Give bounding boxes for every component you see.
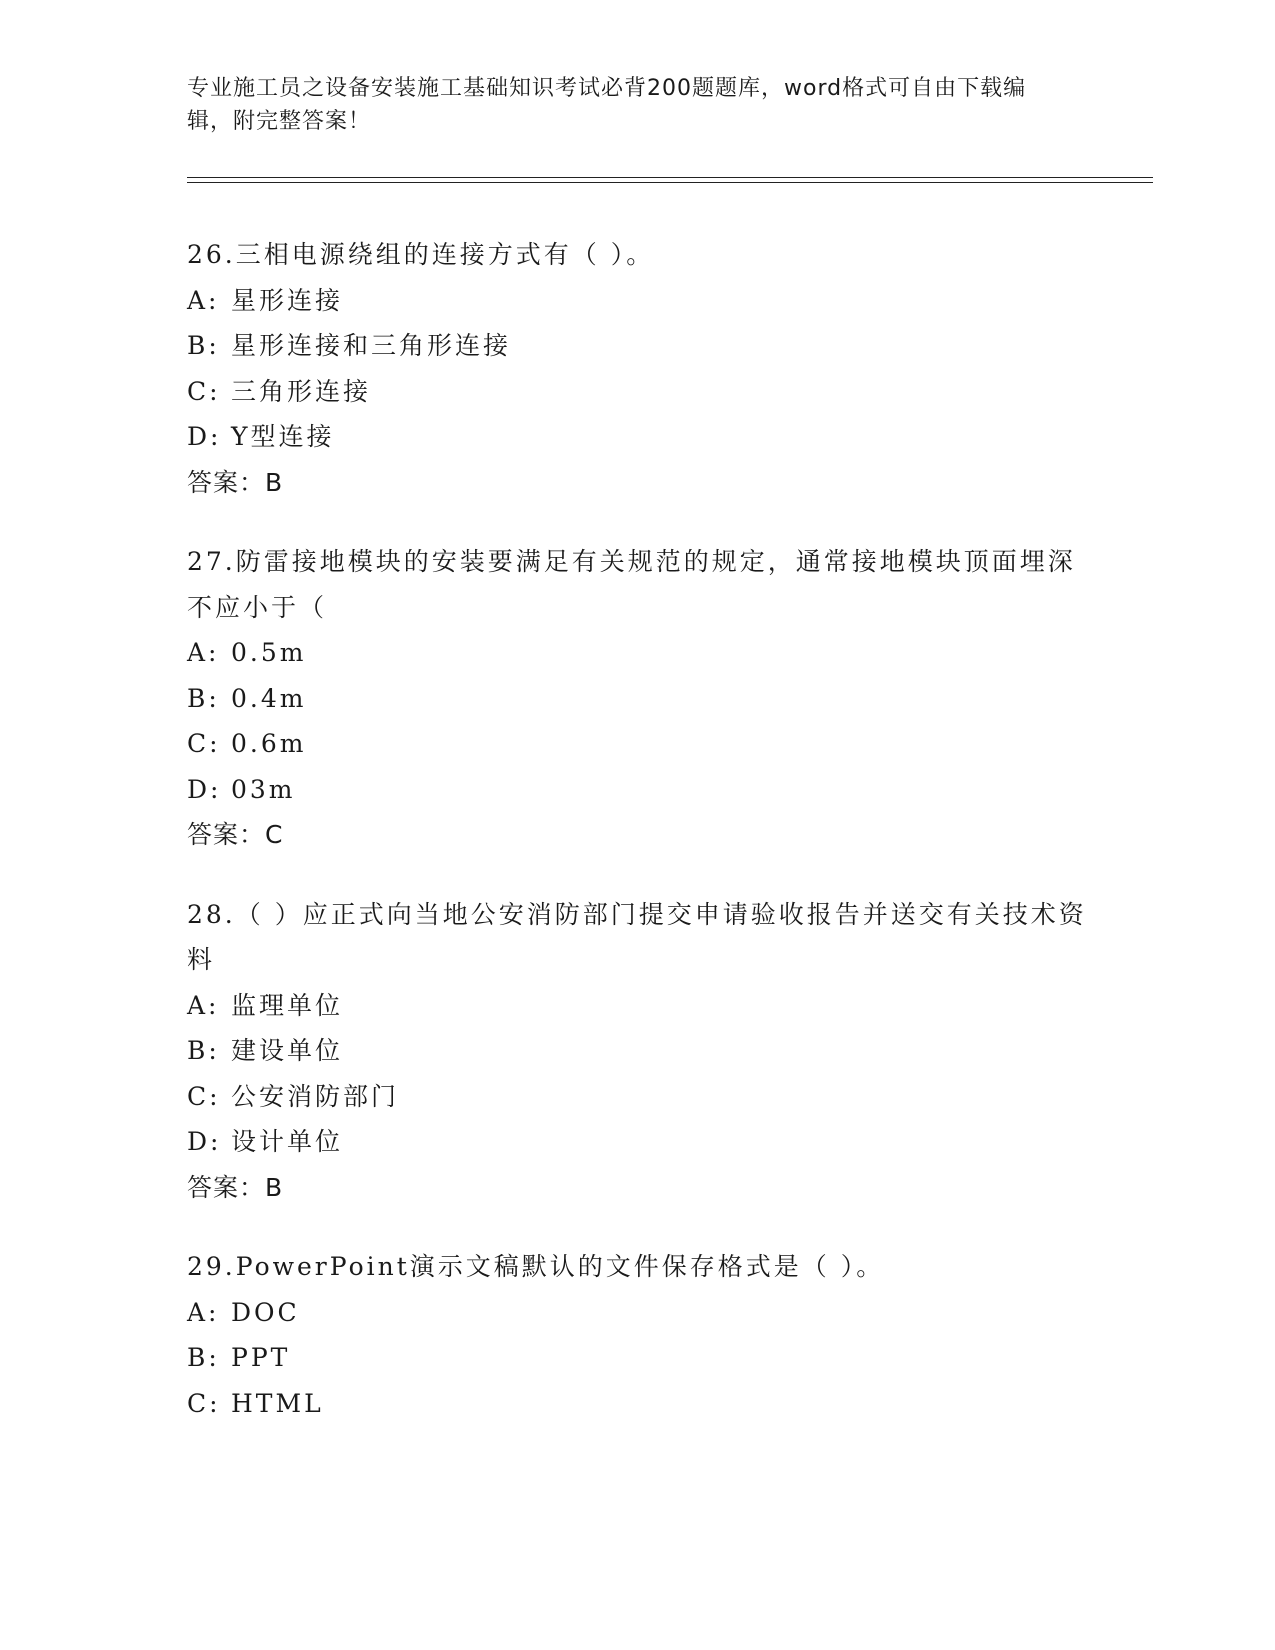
answer-line: 答案：B	[187, 1172, 284, 1202]
option-a	[187, 630, 1087, 676]
option-d	[187, 767, 1087, 813]
option-text: 建设单位	[231, 1036, 344, 1065]
question-list	[187, 232, 1087, 1460]
question-text: 27.防雷接地模块的安装要满足有关规范的规定，通常接地模块顶面埋深不应小于（	[187, 547, 1076, 622]
option-key: D:	[187, 422, 222, 451]
option-c	[187, 1381, 1087, 1427]
option-text: PPT	[231, 1343, 291, 1372]
option-text: HTML	[231, 1388, 324, 1418]
option-key: C:	[187, 376, 221, 406]
option-key: C:	[187, 729, 221, 758]
option-key: D:	[187, 774, 222, 804]
option-key: A:	[187, 990, 220, 1020]
option-text: Y型连接	[231, 422, 335, 451]
option-text: 0.5m	[231, 638, 307, 667]
question-text: 29.PowerPoint演示文稿默认的文件保存格式是（ ）。	[187, 1252, 885, 1281]
option-key: C:	[187, 1388, 221, 1418]
option-text: 0.6m	[231, 729, 307, 758]
question-28	[187, 892, 1087, 1211]
option-text: 公安消防部门	[231, 1081, 400, 1111]
option-key: D:	[187, 1127, 222, 1156]
option-key: B:	[187, 331, 220, 360]
option-c	[187, 369, 1087, 415]
option-text: DOC	[231, 1297, 300, 1327]
document-header-title: 专业施工员之设备安装施工基础知识考试必背200题题库，word格式可自由下载编辑，附完整答案！	[187, 76, 1027, 134]
option-key: B:	[187, 1343, 220, 1372]
question-26	[187, 232, 1087, 505]
option-key: C:	[187, 1081, 221, 1111]
option-c	[187, 721, 1087, 767]
option-b	[187, 323, 1087, 369]
option-c	[187, 1074, 1087, 1120]
question-27	[187, 539, 1087, 858]
option-text: 0.4m	[231, 683, 307, 713]
option-a	[187, 1290, 1087, 1336]
option-key: B:	[187, 1036, 220, 1065]
option-d	[187, 414, 1087, 460]
option-text: 三角形连接	[231, 376, 372, 406]
option-text: 星形连接和三角形连接	[231, 331, 512, 360]
option-text: 星形连接	[231, 285, 344, 315]
option-key: A:	[187, 1297, 220, 1327]
answer-line: 答案：B	[187, 467, 284, 497]
option-key: A:	[187, 285, 220, 315]
option-b	[187, 1335, 1087, 1381]
option-text: 03m	[231, 774, 296, 804]
option-b	[187, 676, 1087, 722]
question-29	[187, 1244, 1087, 1426]
header-divider-top	[187, 177, 1153, 178]
option-text: 设计单位	[231, 1127, 344, 1156]
question-text: 26.三相电源绕组的连接方式有（ ）。	[187, 240, 655, 269]
option-a	[187, 278, 1087, 324]
option-key: B:	[187, 683, 220, 713]
header-divider-bottom	[187, 182, 1153, 183]
option-key: A:	[187, 638, 220, 667]
answer-line: 答案：C	[187, 820, 284, 849]
option-d	[187, 1119, 1087, 1165]
option-text: 监理单位	[231, 990, 344, 1020]
option-a	[187, 983, 1087, 1029]
option-b	[187, 1028, 1087, 1074]
question-text: 28.（ ）应正式向当地公安消防部门提交申请验收报告并送交有关技术资料	[187, 899, 1087, 974]
